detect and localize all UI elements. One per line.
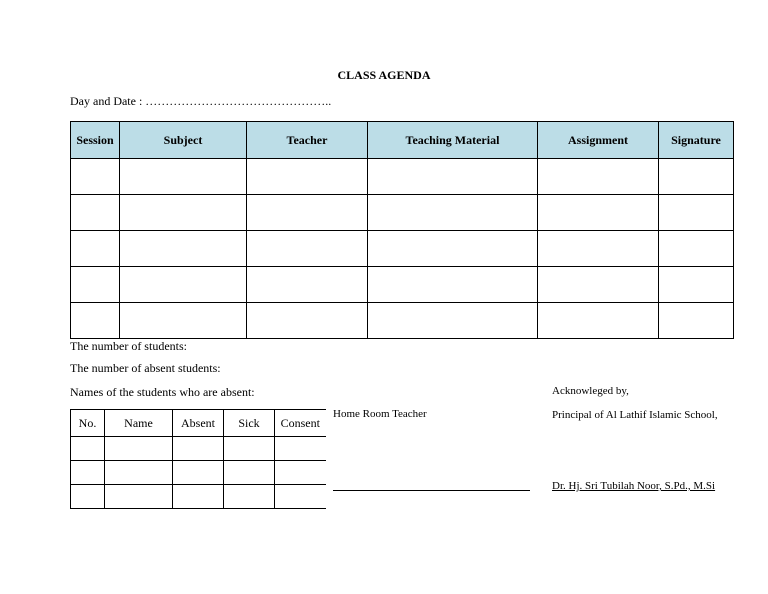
agenda-cell[interactable] <box>538 231 659 267</box>
header-teacher: Teacher <box>247 122 368 159</box>
absent-header-row <box>71 410 326 437</box>
acknowledged-label: Acknowleged by, <box>552 385 629 397</box>
header-teaching-material: Teaching Material <box>368 122 538 159</box>
principal-title: Principal of Al Lathif Islamic School, <box>552 409 718 421</box>
agenda-row <box>71 231 734 267</box>
absent-cell[interactable] <box>224 437 275 461</box>
agenda-cell[interactable] <box>538 159 659 195</box>
absent-students-table <box>70 409 326 509</box>
absent-row <box>71 437 326 461</box>
agenda-cell[interactable] <box>659 231 734 267</box>
agenda-cell[interactable] <box>120 267 247 303</box>
absent-cell[interactable] <box>224 461 275 485</box>
agenda-cell[interactable] <box>247 267 368 303</box>
agenda-cell[interactable] <box>368 159 538 195</box>
absent-cell[interactable] <box>173 485 224 509</box>
agenda-cell[interactable] <box>659 267 734 303</box>
agenda-cell[interactable] <box>659 303 734 339</box>
absent-cell[interactable] <box>71 485 105 509</box>
agenda-row <box>71 195 734 231</box>
header-sick: Sick <box>224 410 275 437</box>
agenda-cell[interactable] <box>538 267 659 303</box>
agenda-cell[interactable] <box>368 303 538 339</box>
absent-cell[interactable] <box>275 437 326 461</box>
agenda-row <box>71 303 734 339</box>
agenda-body <box>71 159 734 339</box>
agenda-header-row <box>71 122 734 159</box>
agenda-cell[interactable] <box>71 195 120 231</box>
header-consent: Consent <box>275 410 326 437</box>
agenda-cell[interactable] <box>120 231 247 267</box>
header-no: No. <box>71 410 105 437</box>
homeroom-signature-line <box>333 490 530 491</box>
absent-cell[interactable] <box>275 461 326 485</box>
absent-cell[interactable] <box>71 461 105 485</box>
header-name: Name <box>105 410 173 437</box>
agenda-cell[interactable] <box>71 231 120 267</box>
header-assignment: Assignment <box>538 122 659 159</box>
header-signature: Signature <box>659 122 734 159</box>
students-count-label: The number of students: <box>70 339 187 353</box>
agenda-cell[interactable] <box>368 267 538 303</box>
agenda-cell[interactable] <box>71 159 120 195</box>
agenda-row <box>71 159 734 195</box>
homeroom-teacher-label: Home Room Teacher <box>333 408 427 420</box>
agenda-cell[interactable] <box>368 195 538 231</box>
absent-body <box>71 437 326 509</box>
absent-cell[interactable] <box>105 437 173 461</box>
agenda-cell[interactable] <box>120 195 247 231</box>
header-subject: Subject <box>120 122 247 159</box>
absent-cell[interactable] <box>71 437 105 461</box>
agenda-cell[interactable] <box>538 195 659 231</box>
agenda-cell[interactable] <box>71 303 120 339</box>
agenda-cell[interactable] <box>247 231 368 267</box>
agenda-cell[interactable] <box>659 159 734 195</box>
absent-cell[interactable] <box>275 485 326 509</box>
agenda-cell[interactable] <box>368 231 538 267</box>
absent-names-label: Names of the students who are absent: <box>70 385 255 399</box>
document-title: CLASS AGENDA <box>337 68 431 82</box>
absent-cell[interactable] <box>173 437 224 461</box>
agenda-cell[interactable] <box>659 195 734 231</box>
principal-name: Dr. Hj. Sri Tubilah Noor, S.Pd., M.Si <box>552 480 716 492</box>
header-absent: Absent <box>173 410 224 437</box>
agenda-cell[interactable] <box>247 303 368 339</box>
agenda-cell[interactable] <box>538 303 659 339</box>
agenda-row <box>71 267 734 303</box>
absent-row <box>71 461 326 485</box>
absent-row <box>71 485 326 509</box>
agenda-cell[interactable] <box>71 267 120 303</box>
agenda-table <box>70 121 734 339</box>
agenda-cell[interactable] <box>247 195 368 231</box>
absent-cell[interactable] <box>173 461 224 485</box>
header-session: Session <box>71 122 120 159</box>
absent-cell[interactable] <box>105 461 173 485</box>
agenda-cell[interactable] <box>120 159 247 195</box>
day-date-line: Day and Date : ……………………………………….. <box>70 94 332 108</box>
agenda-cell[interactable] <box>247 159 368 195</box>
absent-cell[interactable] <box>224 485 275 509</box>
absent-cell[interactable] <box>105 485 173 509</box>
agenda-cell[interactable] <box>120 303 247 339</box>
absent-count-label: The number of absent students: <box>70 361 221 375</box>
